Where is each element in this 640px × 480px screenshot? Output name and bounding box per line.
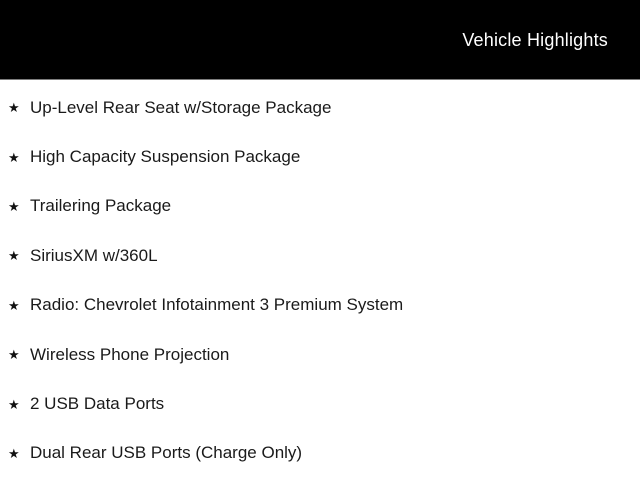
- list-item-label: SiriusXM w/360L: [30, 245, 158, 265]
- list-item: [8, 83, 640, 132]
- highlights-list: [0, 80, 640, 478]
- star-icon: ★: [8, 248, 20, 264]
- list-item: [8, 429, 640, 478]
- star-icon: ★: [8, 347, 20, 363]
- star-icon: ★: [8, 396, 20, 412]
- list-item-label: Radio: Chevrolet Infotainment 3 Premium System: [30, 295, 404, 315]
- list-item-label: Dual Rear USB Ports (Charge Only): [30, 443, 303, 463]
- list-item: [8, 379, 640, 428]
- list-item: [8, 330, 640, 379]
- page-title: Vehicle Highlights: [462, 30, 608, 50]
- list-item-label: 2 USB Data Ports: [30, 394, 165, 414]
- star-icon: ★: [8, 198, 20, 214]
- star-icon: ★: [8, 100, 20, 116]
- header-bar: [0, 0, 640, 80]
- list-item-label: Up-Level Rear Seat w/Storage Package: [30, 97, 332, 117]
- list-item: [8, 281, 640, 330]
- list-item-label: Trailering Package: [30, 196, 172, 216]
- list-item: [8, 182, 640, 231]
- list-item-label: Wireless Phone Projection: [30, 344, 230, 364]
- list-item: [8, 132, 640, 181]
- list-item-label: High Capacity Suspension Package: [30, 147, 301, 167]
- star-icon: ★: [8, 149, 20, 165]
- star-icon: ★: [8, 297, 20, 313]
- list-item: [8, 231, 640, 280]
- star-icon: ★: [8, 445, 20, 461]
